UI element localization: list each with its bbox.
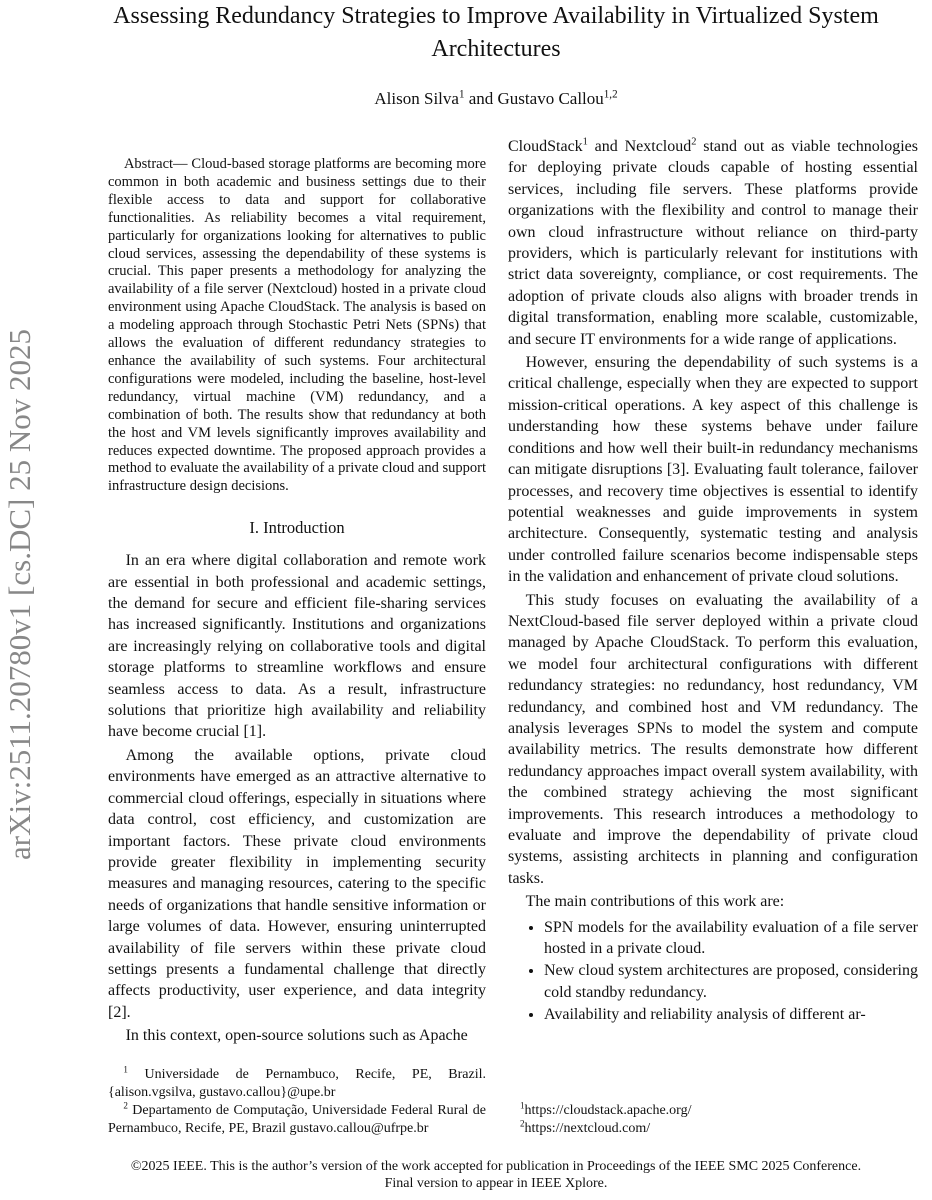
list-item: • SPN models for the availability evaluation of a file server hosted in a private cloud. [544, 917, 918, 960]
left-column [108, 136, 486, 1138]
author-name: Gustavo Callou [497, 89, 604, 108]
footnote-link[interactable]: https://cloudstack.apache.org/ [524, 1103, 692, 1118]
paragraph: This study focuses on evaluating the availability of a NextCloud-based file server deployed within a private cloud managed by Apache CloudStack. To perform this evaluation, we model four architectural configurations with different redundancy strategies: no redundancy, host redundancy, VM redundancy, and combined host and VM redundancy. The analysis leverages SPNs to model the system and compute availability metrics. The results demonstrate how different redundancy approaches impact overall system availability, with the combined strategy achieving the most significant improvements. This research introduces a methodology to evaluate and improve the dependability of private cloud systems, assisting architects in planning and configuration tasks. [508, 591, 918, 887]
paragraph: However, ensuring the dependability of such systems is a critical challenge, especially when they are expected to support mission-critical operations. A key aspect of this challenge is understanding how these systems behave under failure conditions and how well their built-in redundancy mechanisms can mitigate disruptions [3]. Evaluating fault tolerance, failover processes, and recovery time objectives is essential to identify potential weaknesses and guide improvements in system architecture. Consequently, systematic testing and analysis under controlled failure scenarios become indispensable steps in the validation and enhancement of private cloud solutions. [508, 354, 918, 586]
footnote-text: Universidade de Pernambuco, Recife, PE, Brazil. {alison.vgsilva, gustavo.callou}@upe.br [108, 1067, 486, 1100]
copyright-footer [60, 1158, 932, 1192]
footnote-mark: 2 [123, 1100, 128, 1111]
paragraph [508, 136, 918, 350]
footnote-link[interactable]: https://nextcloud.com/ [524, 1121, 651, 1136]
list-item: • Availability and reliability analysis of different ar- [544, 1004, 918, 1025]
text: and Nextcloud [587, 138, 692, 155]
paragraph: Among the available options, private cloud environments have emerged as an attractive alternative to commercial cloud offerings, especially in situations where data control, cost efficiency, and customization are important factors. These private cloud environments provide greater flexibility in implementing security measures and managing resources, catering to the specific needs of organizations that handle sensitive information or large volumes of data. However, ensuring uninterrupted availability of file servers within these private cloud settings presents a fundamental challenge that directly affects productivity, user experience, and data integrity [2]. [108, 746, 486, 1021]
text: stand out as viable technologies for deploying private clouds capable of hosting essential services, including file servers. These platforms provide organizations with the flexibility and control to manage their own cloud infrastructure without reliance on third-party providers, which is particularly relevant for institutions with strict data sovereignty, compliance, or cost requirements. The adoption of private clouds also aligns with broader trends in digital transformation, enabling more scalable, customizable, and secure IT environments for a wide range of applications. [508, 138, 919, 348]
footnote-mark: 2 [691, 136, 697, 148]
footnote-text: Departamento de Computação, Universidade Federal Rural de Pernambuco, Recife, PE, Brazil gustavo.callou@ufrpe.br [108, 1103, 486, 1136]
affiliation-mark: 1,2 [603, 88, 618, 101]
text: CloudStack [508, 138, 583, 155]
author-list [60, 88, 932, 110]
url-footnotes [508, 1088, 918, 1138]
author-separator: and [464, 89, 498, 108]
footnote-mark: 1 [520, 1100, 525, 1111]
copyright-line: ©2025 IEEE. This is the author’s version of the work accepted for publication in Proceedings of the IEEE SMC 2025 Conference. [130, 1159, 862, 1174]
footnote-mark: 2 [520, 1118, 525, 1129]
footnote [520, 1120, 918, 1138]
list-item: • New cloud system architectures are proposed, considering cold standby redundancy. [544, 960, 918, 1003]
footnote [520, 1102, 918, 1120]
paragraph: The main contributions of this work are: [525, 893, 785, 911]
arxiv-identifier: arXiv:2511.20780v1 [cs.DC] 25 Nov 2025 [2, 329, 37, 860]
publication-note: Final version to appear in IEEE Xplore. [384, 1176, 608, 1191]
paper-title: Assessing Redundancy Strategies to Improve Availability in Virtualized System Architectures [113, 3, 879, 62]
affiliation-mark: 1 [458, 88, 465, 101]
affiliation-footnotes [108, 1052, 486, 1138]
footnote-mark: 1 [123, 1064, 128, 1075]
footnote [108, 1102, 486, 1138]
footnote-mark: 1 [582, 136, 588, 148]
right-column [508, 136, 918, 1138]
author-name: Alison Silva [374, 89, 459, 108]
paragraph: In this context, open-source solutions such as Apache [125, 1027, 468, 1045]
two-column-body [0, 136, 932, 1138]
abstract: Abstract— Cloud-based storage platforms are becoming more common in both academic and business settings due to their flexible access to data and support for collaborative functionalities. As reliability becomes a vital requirement, particularly for organizations looking for alternatives to public cloud services, assessing the dependability of these systems is crucial. This paper presents a methodology for analyzing the availability of a file server (Nextcloud) hosted in a private cloud environment using Apache CloudStack. The analysis is based on a modeling approach through Stochastic Petri Nets (SPNs) that allows the evaluation of different redundancy strategies to enhance the availability of such systems. Four architectural configurations were modeled, including the baseline, host-level redundancy, virtual machine (VM) redundancy, and a combination of both. The results show that redundancy at both the host and VM levels significantly improves availability and reduces expected downtime. The proposed approach provides a method to evaluate the availability of a private cloud and support infrastructure design decisions. [108, 156, 486, 495]
paragraph: In an era where digital collaboration and remote work are essential in both professional and academic settings, the demand for secure and efficient file-sharing services has increased significantly. Institutions and organizations are increasingly relying on collaborative tools and digital storage platforms to streamline workflows and ensure seamless access to data. As a result, infrastructure solutions that prioritize high availability and reliability have become crucial [1]. [108, 552, 486, 741]
footnote [108, 1066, 486, 1102]
section-heading: I. Introduction [249, 518, 345, 538]
contributions-list [508, 917, 918, 1027]
